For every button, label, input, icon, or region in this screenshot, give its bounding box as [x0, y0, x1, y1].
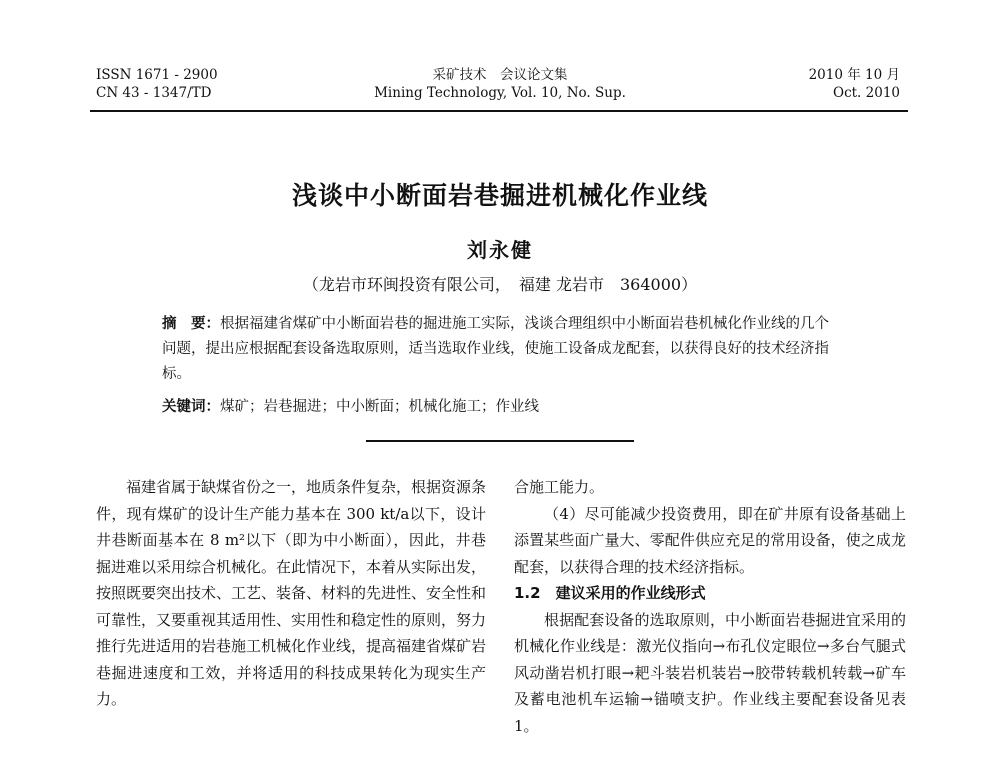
author-affiliation: （龙岩市环闽投资有限公司， 福建 龙岩市 364000）: [302, 275, 698, 294]
continued-text: 合施工能力。: [514, 478, 605, 496]
abstract-label: 摘 要：: [162, 316, 220, 332]
intro-paragraph: 福建省属于缺煤省份之一，地质条件复杂，根据资源条件，现有煤矿的设计生产能力基本在 300 kt/a以下，设计井巷断面基本在 8 m²以下（即为中小断面），因此，井巷掘进难以采用综合机械化。在此情况下，本着从实际出发，按照既要突出技术、工艺、装备、材料的先进性、安全性和可靠性，又要重视其适用性、实用性和稳定性的原则，努力推行先进适用的岩巷施工机械化作业线，提高福建省煤矿岩巷掘进速度和工效，并将适用的科技成果转化为现实生产力。: [96, 478, 487, 708]
workline-paragraph: 根据配套设备的选取原则，中小断面岩巷掘进宜采用的机械化作业线是：激光仪指向→布孔仪定眼位→多台气腿式风动凿岩机打眼→耙斗装岩机装岩→胶带转载机转载→矿车及蓄电池机车运输→锚喷支护。作业线主要配套设备见表 1。: [514, 610, 906, 735]
section-heading: 1.2 建议采用的作业线形式: [514, 584, 706, 602]
journal-name-en: Mining Technology, Vol. 10, No. Sup.: [374, 85, 626, 101]
body-right-column: [514, 474, 906, 739]
body-left-column: [96, 474, 486, 713]
abstract-text: 根据福建省煤矿中小断面岩巷的掘进施工实际，浅谈合理组织中小断面岩巷机械化作业线的几个问题，提出应根据配套设备选取原则，适当选取作业线，使施工设备成龙配套，以获得良好的技术经济指标。: [162, 316, 829, 382]
abstract: [162, 312, 842, 387]
journal-date-block: [809, 66, 900, 102]
article-author: 刘永健: [467, 238, 533, 262]
keywords: [162, 396, 842, 418]
date-en: Oct. 2010: [833, 85, 900, 101]
issn-number: ISSN 1671 - 2900: [96, 67, 218, 83]
article-title: 浅谈中小断面岩巷掘进机械化作业线: [291, 181, 708, 210]
cn-number: CN 43 - 1347/TD: [96, 85, 212, 101]
item-4-paragraph: （4）尽可能减少投资费用，即在矿井原有设备基础上添置某些面广量大、零配件供应充足的常用设备，使之成龙配套，以获得合理的技术经济指标。: [514, 504, 906, 576]
journal-name-cn: 采矿技术 会议论文集: [432, 67, 568, 83]
keywords-text: 煤矿；岩巷掘进；中小断面；机械化施工；作业线: [220, 399, 539, 415]
abstract-divider: [366, 440, 634, 442]
keywords-label: 关键词：: [162, 399, 220, 415]
date-cn: 2010 年 10 月: [808, 67, 900, 83]
header-rule: [90, 110, 908, 112]
